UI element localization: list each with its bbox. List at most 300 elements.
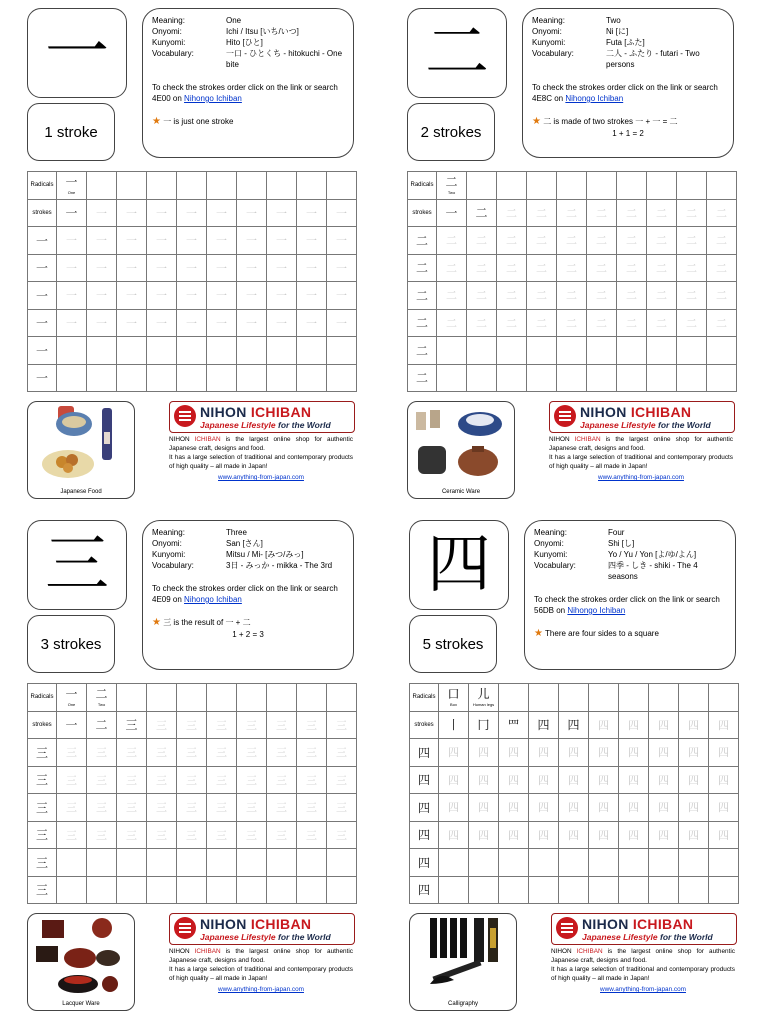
empty-cell xyxy=(709,684,739,712)
kanji-sheet-2 xyxy=(407,8,752,513)
nihon-ichiban-logo[interactable] xyxy=(551,913,737,945)
field-value: 二人 - ふたり - futari - Two persons xyxy=(606,49,700,69)
trace-cell: 一 xyxy=(207,282,237,310)
empty-cell xyxy=(497,172,527,200)
practice-cell xyxy=(649,876,679,904)
trace-cell: 四 xyxy=(619,794,649,822)
trace-cell: 三 xyxy=(57,766,87,794)
field-label: Onyomi: xyxy=(532,27,562,36)
stroke-order-cell: 二 xyxy=(87,711,117,739)
trace-cell: 四 xyxy=(559,766,589,794)
radicals-label: Radicals xyxy=(28,684,57,712)
trace-cell: 三 xyxy=(237,739,267,767)
empty-cell xyxy=(117,684,147,712)
trace-cell: 一 xyxy=(327,254,357,282)
field-label: Meaning: xyxy=(532,16,565,25)
radical-cell: 一 One xyxy=(57,172,87,200)
field-label: Meaning: xyxy=(152,528,185,537)
empty-cell xyxy=(297,684,327,712)
trace-cell: 一 xyxy=(297,309,327,337)
practice-cell xyxy=(237,876,267,904)
trace-cell: 三 xyxy=(237,766,267,794)
shop-url-link[interactable]: www.anything-from-japan.com xyxy=(598,474,684,481)
empty-cell xyxy=(467,172,497,200)
kanji-note xyxy=(532,116,724,127)
trace-cell: 三 xyxy=(267,766,297,794)
shop-ad xyxy=(409,913,754,1015)
trace-cell: 二 xyxy=(587,227,617,255)
trace-cell: 一 xyxy=(237,282,267,310)
trace-cell: 一 xyxy=(147,282,177,310)
empty-cell xyxy=(679,684,709,712)
radical-cell: 二 Two xyxy=(87,684,117,712)
stroke-count: 5 strokes xyxy=(409,615,497,673)
stroke-order-cell: 四 xyxy=(529,711,559,739)
row-model-kanji: 四 xyxy=(410,766,439,794)
practice-cell xyxy=(237,364,267,392)
note-text: 三 is the result of 一 + 二 xyxy=(163,618,251,627)
brand-tagline: Japanese Lifestyle for the World xyxy=(580,420,711,430)
trace-cell: 四 xyxy=(619,766,649,794)
trace-cell: 四 xyxy=(559,794,589,822)
row-model-kanji: 三 xyxy=(28,821,57,849)
practice-cell xyxy=(679,876,709,904)
practice-cell xyxy=(87,364,117,392)
trace-cell: 二 xyxy=(647,227,677,255)
trace-cell: 二 xyxy=(647,199,677,227)
practice-cell xyxy=(499,876,529,904)
trace-cell: 一 xyxy=(237,254,267,282)
trace-cell: 二 xyxy=(647,282,677,310)
practice-cell xyxy=(297,337,327,365)
trace-cell: 四 xyxy=(709,821,739,849)
trace-cell: 一 xyxy=(327,227,357,255)
trace-cell: 三 xyxy=(297,739,327,767)
practice-cell xyxy=(647,337,677,365)
lacquer-ware-photo-icon xyxy=(28,914,134,998)
hint-text: To check the strokes order click on the link or search 4E00 on xyxy=(152,83,338,103)
trace-cell: 一 xyxy=(267,309,297,337)
trace-cell: 三 xyxy=(147,739,177,767)
practice-cell xyxy=(529,876,559,904)
practice-cell xyxy=(469,849,499,877)
trace-cell: 三 xyxy=(147,794,177,822)
row-model-kanji: 四 xyxy=(410,876,439,904)
stroke-order-cell: 四 xyxy=(559,711,589,739)
ad-description: NIHON ICHIBAN is the largest online shop for authentic Japanese craft, designs and food. It has a large selection of traditional and contemporary products of high quality – all made in Japan! www.anything-from-japan.com xyxy=(169,948,353,993)
trace-cell: 三 xyxy=(87,821,117,849)
trace-cell: 一 xyxy=(297,199,327,227)
nihongo-ichiban-link[interactable]: Nihongo Ichiban xyxy=(184,595,242,604)
practice-cell xyxy=(649,849,679,877)
trace-cell: 一 xyxy=(207,309,237,337)
trace-cell: 二 xyxy=(707,227,737,255)
empty-cell xyxy=(87,172,117,200)
empty-cell xyxy=(117,172,147,200)
note-equation: 1 + 2 = 3 xyxy=(232,630,264,639)
trace-cell: 四 xyxy=(619,739,649,767)
kanji-display: 三 xyxy=(27,520,127,610)
brand-name: NIHON ICHIBAN xyxy=(200,916,312,932)
field-value: Mitsu / Mi- [みつ/みっ] xyxy=(226,550,304,559)
practice-cell xyxy=(679,849,709,877)
practice-cell xyxy=(207,876,237,904)
trace-cell: 三 xyxy=(177,711,207,739)
note-equation: 1 + 1 = 2 xyxy=(612,129,644,138)
empty-cell xyxy=(237,684,267,712)
practice-cell xyxy=(709,849,739,877)
empty-cell xyxy=(589,684,619,712)
strokes-label: strokes xyxy=(410,711,439,739)
trace-cell: 三 xyxy=(177,739,207,767)
practice-cell xyxy=(677,364,707,392)
practice-grid xyxy=(407,171,737,392)
trace-cell: 一 xyxy=(177,309,207,337)
trace-cell: 三 xyxy=(267,739,297,767)
trace-cell: 四 xyxy=(679,821,709,849)
trace-cell: 四 xyxy=(709,794,739,822)
trace-cell: 四 xyxy=(709,711,739,739)
trace-cell: 一 xyxy=(147,309,177,337)
trace-cell: 三 xyxy=(57,739,87,767)
note-text: 一 is just one stroke xyxy=(163,117,234,126)
product-photo[interactable] xyxy=(27,401,135,499)
field-value: Two xyxy=(606,16,621,25)
radicals-label: Radicals xyxy=(410,684,439,712)
stroke-order-cell: 一 xyxy=(57,711,87,739)
stroke-order-cell: 冂 xyxy=(469,711,499,739)
trace-cell: 三 xyxy=(237,794,267,822)
kanji-display: 四 xyxy=(409,520,509,610)
radicals-label: Radicals xyxy=(28,172,57,200)
field-label: Kunyomi: xyxy=(534,550,568,559)
practice-cell xyxy=(147,849,177,877)
empty-cell xyxy=(147,172,177,200)
empty-cell xyxy=(327,684,357,712)
trace-cell: 三 xyxy=(327,766,357,794)
row-model-kanji: 三 xyxy=(28,849,57,877)
trace-cell: 三 xyxy=(147,711,177,739)
row-model-kanji: 三 xyxy=(28,766,57,794)
radicals-label: Radicals xyxy=(408,172,437,200)
trace-cell: 四 xyxy=(589,794,619,822)
trace-cell: 三 xyxy=(117,821,147,849)
kanji-sheet-4 xyxy=(409,520,754,1025)
trace-cell: 一 xyxy=(207,254,237,282)
trace-cell: 一 xyxy=(327,282,357,310)
trace-cell: 四 xyxy=(439,821,469,849)
shop-url-link[interactable]: www.anything-from-japan.com xyxy=(218,986,304,993)
brand-tagline: Japanese Lifestyle for the World xyxy=(582,932,713,942)
trace-cell: 一 xyxy=(237,199,267,227)
trace-cell: 四 xyxy=(439,739,469,767)
photo-caption: Lacquer Ware xyxy=(62,1001,100,1007)
trace-cell: 四 xyxy=(589,739,619,767)
empty-cell xyxy=(527,172,557,200)
trace-cell: 二 xyxy=(617,227,647,255)
trace-cell: 二 xyxy=(557,282,587,310)
trace-cell: 四 xyxy=(559,821,589,849)
empty-cell xyxy=(647,172,677,200)
practice-cell xyxy=(709,876,739,904)
trace-cell: 一 xyxy=(297,227,327,255)
trace-cell: 一 xyxy=(147,199,177,227)
practice-cell xyxy=(589,876,619,904)
row-model-kanji: 二 xyxy=(408,254,437,282)
row-model-kanji: 一 xyxy=(28,254,57,282)
trace-cell: 二 xyxy=(677,227,707,255)
trace-cell: 二 xyxy=(677,282,707,310)
practice-cell xyxy=(87,876,117,904)
trace-cell: 二 xyxy=(647,309,677,337)
practice-cell xyxy=(297,364,327,392)
kanji-note xyxy=(152,116,344,127)
field-label: Onyomi: xyxy=(534,539,564,548)
trace-cell: 三 xyxy=(117,794,147,822)
field-value: Yo / Yu / Yon [よ/ゆ/よん] xyxy=(608,550,697,559)
row-model-kanji: 二 xyxy=(408,227,437,255)
empty-cell xyxy=(177,172,207,200)
trace-cell: 四 xyxy=(589,711,619,739)
trace-cell: 二 xyxy=(647,254,677,282)
practice-cell xyxy=(497,337,527,365)
row-model-kanji: 一 xyxy=(28,337,57,365)
trace-cell: 二 xyxy=(557,199,587,227)
practice-cell xyxy=(177,849,207,877)
trace-cell: 二 xyxy=(467,254,497,282)
practice-cell xyxy=(587,337,617,365)
nihongo-ichiban-link[interactable]: Nihongo Ichiban xyxy=(565,94,624,103)
stroke-order-cell: 一 xyxy=(57,199,87,227)
trace-cell: 一 xyxy=(177,254,207,282)
row-model-kanji: 四 xyxy=(410,849,439,877)
trace-cell: 三 xyxy=(87,739,117,767)
trace-cell: 四 xyxy=(649,794,679,822)
row-model-kanji: 四 xyxy=(410,739,439,767)
trace-cell: 二 xyxy=(437,282,467,310)
row-model-kanji: 四 xyxy=(410,794,439,822)
trace-cell: 四 xyxy=(469,794,499,822)
logo-mark-icon xyxy=(174,917,196,939)
trace-cell: 三 xyxy=(327,739,357,767)
practice-cell xyxy=(437,337,467,365)
trace-cell: 四 xyxy=(679,739,709,767)
shop-url-link[interactable]: www.anything-from-japan.com xyxy=(600,986,686,993)
nihon-ichiban-logo[interactable] xyxy=(549,401,735,433)
stroke-order-hint xyxy=(534,594,726,616)
trace-cell: 二 xyxy=(617,309,647,337)
practice-grid xyxy=(27,171,357,392)
trace-cell: 一 xyxy=(117,254,147,282)
trace-cell: 四 xyxy=(499,766,529,794)
trace-cell: 四 xyxy=(439,766,469,794)
shop-url-link[interactable]: www.anything-from-japan.com xyxy=(218,474,304,481)
trace-cell: 一 xyxy=(237,227,267,255)
practice-cell xyxy=(619,876,649,904)
empty-cell xyxy=(177,684,207,712)
practice-cell xyxy=(327,876,357,904)
trace-cell: 一 xyxy=(177,282,207,310)
trace-cell: 三 xyxy=(147,821,177,849)
empty-cell xyxy=(267,684,297,712)
empty-cell xyxy=(499,684,529,712)
trace-cell: 四 xyxy=(619,711,649,739)
empty-cell xyxy=(619,684,649,712)
trace-cell: 二 xyxy=(527,282,557,310)
row-model-kanji: 一 xyxy=(28,282,57,310)
trace-cell: 四 xyxy=(619,821,649,849)
practice-cell xyxy=(207,337,237,365)
row-model-kanji: 三 xyxy=(28,876,57,904)
practice-cell xyxy=(57,876,87,904)
trace-cell: 三 xyxy=(237,821,267,849)
trace-cell: 三 xyxy=(327,711,357,739)
trace-cell: 二 xyxy=(707,309,737,337)
stroke-count: 1 stroke xyxy=(27,103,115,161)
empty-cell xyxy=(267,172,297,200)
practice-cell xyxy=(87,337,117,365)
ad-description: NIHON ICHIBAN is the largest online shop for authentic Japanese craft, designs and food. It has a large selection of traditional and contemporary products of high quality – all made in Japan! www.anything-from-japan.com xyxy=(549,436,733,481)
practice-cell xyxy=(177,364,207,392)
field-label: Vocabulary: xyxy=(534,561,576,570)
note-text: 二 is made of two strokes 一 + 一 = 二 xyxy=(543,117,678,126)
trace-cell: 二 xyxy=(497,282,527,310)
trace-cell: 三 xyxy=(207,821,237,849)
field-value: Ni [に] xyxy=(606,27,629,36)
nihongo-ichiban-link[interactable]: Nihongo Ichiban xyxy=(567,606,626,615)
product-photo[interactable] xyxy=(407,401,515,499)
practice-cell xyxy=(439,876,469,904)
trace-cell: 三 xyxy=(207,766,237,794)
trace-cell: 一 xyxy=(177,199,207,227)
trace-cell: 三 xyxy=(177,766,207,794)
field-value: Futa [ふた] xyxy=(606,38,645,47)
practice-cell xyxy=(559,876,589,904)
empty-cell xyxy=(649,684,679,712)
trace-cell: 一 xyxy=(297,282,327,310)
practice-cell xyxy=(527,337,557,365)
trace-cell: 三 xyxy=(57,794,87,822)
trace-cell: 四 xyxy=(499,739,529,767)
practice-cell xyxy=(617,364,647,392)
trace-cell: 二 xyxy=(707,254,737,282)
nihon-ichiban-logo[interactable] xyxy=(169,913,355,945)
trace-cell: 三 xyxy=(177,821,207,849)
practice-cell xyxy=(677,337,707,365)
product-photo[interactable] xyxy=(409,913,517,1011)
stroke-order-cell: 罒 xyxy=(499,711,529,739)
empty-cell xyxy=(237,172,267,200)
field-label: Vocabulary: xyxy=(152,49,194,58)
practice-cell xyxy=(237,849,267,877)
field-value: Three xyxy=(226,528,247,537)
star-icon: ★ xyxy=(532,116,541,127)
trace-cell: 一 xyxy=(117,309,147,337)
empty-cell xyxy=(677,172,707,200)
row-model-kanji: 三 xyxy=(28,794,57,822)
radical-cell: 儿 Human legs xyxy=(469,684,499,712)
practice-grid xyxy=(27,683,357,904)
field-label: Meaning: xyxy=(152,16,185,25)
field-label: Kunyomi: xyxy=(532,38,566,47)
practice-cell xyxy=(559,849,589,877)
trace-cell: 三 xyxy=(117,739,147,767)
practice-cell xyxy=(467,364,497,392)
practice-cell xyxy=(589,849,619,877)
info-card xyxy=(142,8,354,158)
empty-cell xyxy=(617,172,647,200)
trace-cell: 三 xyxy=(147,766,177,794)
note-text: There are four sides to a square xyxy=(545,629,659,638)
trace-cell: 二 xyxy=(497,227,527,255)
trace-cell: 二 xyxy=(527,254,557,282)
field-label: Kunyomi: xyxy=(152,38,186,47)
trace-cell: 四 xyxy=(649,711,679,739)
trace-cell: 二 xyxy=(437,254,467,282)
empty-cell xyxy=(707,172,737,200)
field-value: San [さん] xyxy=(226,539,263,548)
field-label: Onyomi: xyxy=(152,27,182,36)
trace-cell: 二 xyxy=(587,282,617,310)
practice-cell xyxy=(557,337,587,365)
strokes-label: strokes xyxy=(408,199,437,227)
kanji-sheet-3 xyxy=(27,520,372,1025)
practice-cell xyxy=(177,876,207,904)
ad-description: NIHON ICHIBAN is the largest online shop for authentic Japanese craft, designs and food. It has a large selection of traditional and contemporary products of high quality – all made in Japan! www.anything-from-japan.com xyxy=(169,436,353,481)
field-label: Vocabulary: xyxy=(532,49,574,58)
trace-cell: 一 xyxy=(267,282,297,310)
trace-cell: 三 xyxy=(297,821,327,849)
nihongo-ichiban-link[interactable]: Nihongo Ichiban xyxy=(184,94,242,103)
trace-cell: 三 xyxy=(267,711,297,739)
nihon-ichiban-logo[interactable] xyxy=(169,401,355,433)
field-value: 一口 - ひとくち - hitokuchi - One bite xyxy=(226,49,343,69)
trace-cell: 四 xyxy=(529,739,559,767)
logo-mark-icon xyxy=(174,405,196,427)
trace-cell: 四 xyxy=(649,739,679,767)
trace-cell: 一 xyxy=(57,227,87,255)
logo-mark-icon xyxy=(554,405,576,427)
radical-cell: 二 Two xyxy=(437,172,467,200)
trace-cell: 二 xyxy=(467,227,497,255)
practice-cell xyxy=(267,876,297,904)
practice-cell xyxy=(267,364,297,392)
kanji-display: 二 xyxy=(407,8,507,98)
stroke-order-cell: 丨 xyxy=(439,711,469,739)
product-photo[interactable] xyxy=(27,913,135,1011)
practice-cell xyxy=(57,364,87,392)
stroke-order-hint xyxy=(152,82,344,104)
trace-cell: 二 xyxy=(587,309,617,337)
row-model-kanji: 二 xyxy=(408,309,437,337)
kanji-display: 一 xyxy=(27,8,127,98)
trace-cell: 二 xyxy=(677,254,707,282)
photo-caption: Japanese Food xyxy=(60,489,102,495)
empty-cell xyxy=(529,684,559,712)
empty-cell xyxy=(587,172,617,200)
trace-cell: 四 xyxy=(679,794,709,822)
trace-cell: 三 xyxy=(117,766,147,794)
trace-cell: 三 xyxy=(297,794,327,822)
trace-cell: 四 xyxy=(529,766,559,794)
shop-ad xyxy=(27,401,372,503)
trace-cell: 一 xyxy=(327,309,357,337)
trace-cell: 一 xyxy=(297,254,327,282)
strokes-label: strokes xyxy=(28,711,57,739)
practice-cell xyxy=(147,364,177,392)
trace-cell: 四 xyxy=(499,794,529,822)
practice-cell xyxy=(499,849,529,877)
